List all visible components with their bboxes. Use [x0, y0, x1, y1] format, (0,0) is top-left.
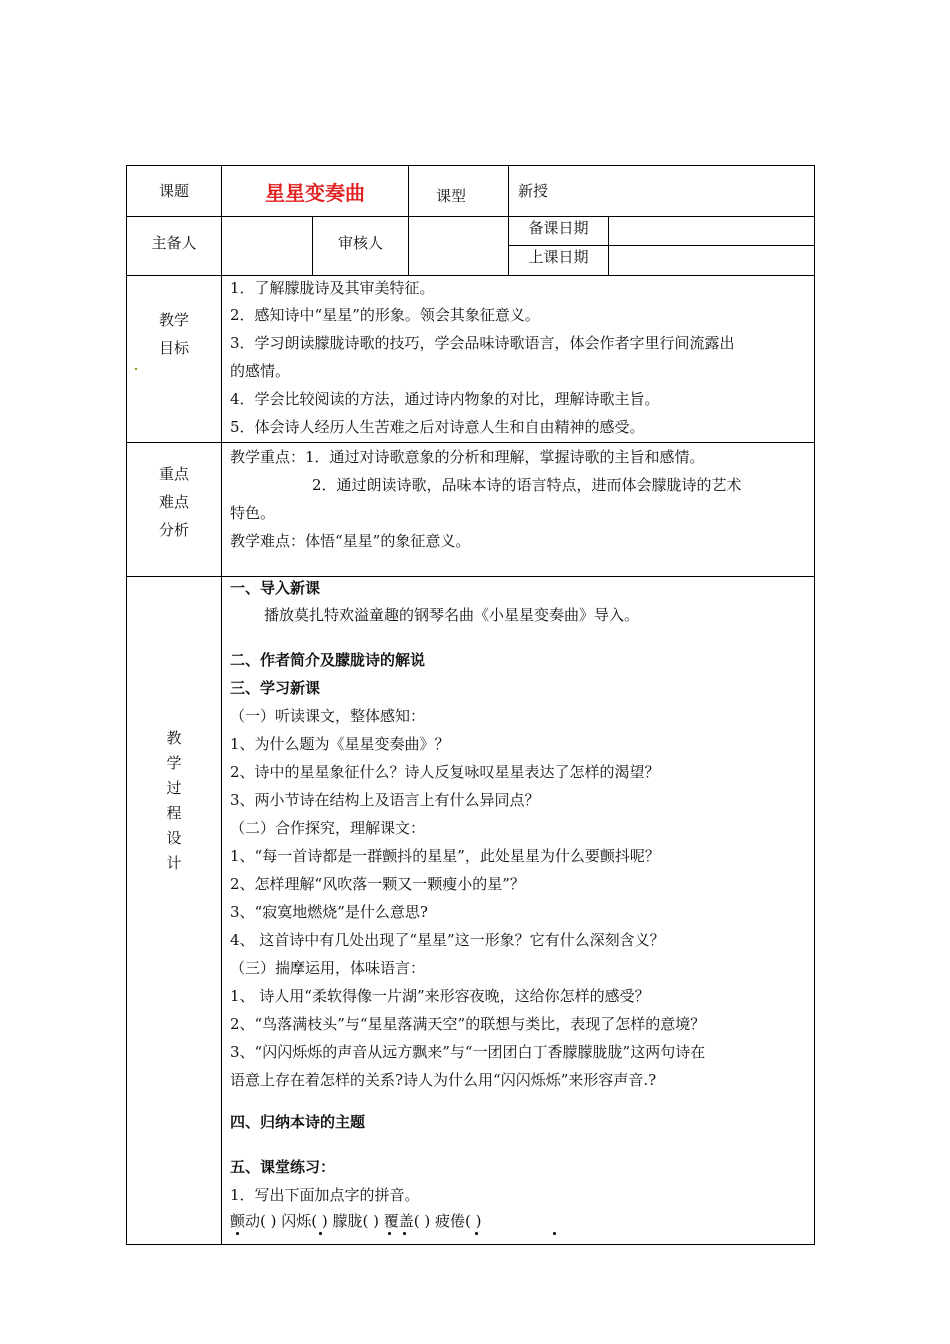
focus-label-line2: 难点	[158, 493, 189, 511]
prep-date-label: 备课日期	[528, 219, 589, 237]
part-3-question-3: 3、“闪闪烁烁的声音从远方飘来”与“一团团白丁香朦朦胧胧”这两句诗在	[230, 1043, 706, 1061]
col-divider-d	[608, 216, 609, 275]
part-1-question-2: 2、诗中的星星象征什么？诗人反复咏叹星星表达了怎样的渴望？	[230, 763, 660, 781]
row-divider-1	[126, 216, 815, 217]
section-3-title: 三、学习新课	[230, 679, 321, 697]
section-2-title: 二、作者简介及朦胧诗的解说	[230, 651, 426, 669]
focus-key-point-2-cont: 特色。	[230, 504, 276, 522]
focus-label-line1: 重点	[158, 465, 189, 483]
part-2-question-4: 4、 这首诗中有几处出现了“星星”这一形象？它有什么深刻含义？	[230, 931, 665, 949]
part-3-question-1: 1、 诗人用“柔软得像一片湖”来形容夜晚，这给你怎样的感受？	[230, 987, 650, 1005]
row-divider-2	[126, 275, 815, 276]
table-bottom-border	[126, 1244, 815, 1245]
part-2-question-3: 3、“寂寞地燃烧”是什么意思?	[230, 903, 428, 921]
process-label-char-1: 教	[166, 729, 182, 747]
objectives-label-line1: 教学	[158, 311, 189, 329]
emphasis-dot	[553, 1232, 556, 1235]
emphasis-dot	[236, 1232, 239, 1235]
part-2-question-2: 2、怎样理解“风吹落一颗又一颗瘦小的星”？	[230, 875, 525, 893]
objective-item-2: 2．感知诗中“星星”的形象。领会其象征意义。	[230, 306, 540, 324]
part-1-question-1: 1、为什么题为《星星变奏曲》？	[230, 735, 450, 753]
row-divider-4	[126, 576, 815, 577]
process-label-char-3: 过	[166, 779, 182, 797]
focus-difficulty: 教学难点：体悟“星星”的象征意义。	[230, 532, 471, 550]
reviewer-label: 审核人	[337, 234, 383, 252]
section-1-title: 一、导入新课	[230, 579, 321, 597]
section-5-title: 五、课堂练习：	[230, 1158, 336, 1176]
process-label-char-4: 程	[166, 804, 182, 822]
table-right-border	[814, 165, 815, 1245]
emphasis-dot	[475, 1232, 478, 1235]
col-divider-b	[408, 165, 409, 275]
exercise-intro: 1．写出下面加点字的拼音。	[230, 1186, 420, 1204]
row-divider-date	[508, 245, 815, 246]
process-label-char-6: 计	[166, 854, 182, 872]
class-date-label: 上课日期	[528, 248, 589, 266]
objectives-label-line2: 目标	[158, 339, 189, 357]
section-1-text: 播放莫扎特欢溢童趣的钢琴名曲《小星星变奏曲》导入。	[264, 606, 640, 624]
part-1-question-3: 3、两小节诗在结构上及语言上有什么异同点？	[230, 791, 540, 809]
focus-label-line3: 分析	[158, 521, 189, 539]
preparer-label: 主备人	[151, 234, 197, 252]
focus-label	[127, 460, 221, 544]
part-3-title: （三）揣摩运用，体味语言：	[230, 959, 426, 977]
part-2-title: （二）合作探究，理解课文：	[230, 819, 426, 837]
emphasis-dot	[388, 1232, 391, 1235]
emphasis-dot	[403, 1232, 406, 1235]
focus-key-point-2: 2．通过朗读诗歌，品味本诗的语言特点，进而体会朦胧诗的艺术	[312, 476, 742, 494]
topic-label: 课题	[158, 182, 189, 200]
process-label-char-2: 学	[166, 754, 182, 772]
exercise-words: 颤动( ) 闪烁( ) 朦胧( ) 覆盖( ) 疲倦( )	[230, 1212, 482, 1230]
part-3-question-2: 2、“鸟落满枝头”与“星星落满天空”的联想与类比，表现了怎样的意境？	[230, 1015, 706, 1033]
process-label	[127, 726, 221, 876]
lesson-title: 星星变奏曲	[265, 181, 365, 205]
focus-key-point-1: 教学重点：1．通过对诗歌意象的分析和理解，掌握诗歌的主旨和感情。	[230, 448, 705, 466]
part-2-question-1: 1、“每一首诗都是一群颤抖的星星”，此处星星为什么要颤抖呢？	[230, 847, 660, 865]
part-1-title: （一）听读课文，整体感知：	[230, 707, 426, 725]
process-label-char-5: 设	[166, 829, 182, 847]
objective-item-5: 5．体会诗人经历人生苦难之后对诗意人生和自由精神的感受。	[230, 418, 645, 436]
emphasis-dot	[319, 1232, 322, 1235]
objective-item-4: 4．学会比较阅读的方法，通过诗内物象的对比，理解诗歌主旨。	[230, 390, 660, 408]
row-divider-3	[126, 442, 815, 443]
margin-mark	[135, 368, 137, 370]
part-3-question-3-cont: 语意上存在着怎样的关系?诗人为什么用“闪闪烁烁”来形容声音.?	[230, 1071, 657, 1089]
table-top-border	[126, 165, 815, 166]
type-label: 课型	[435, 187, 466, 205]
section-4-title: 四、归纳本诗的主题	[230, 1113, 366, 1131]
objective-item-1: 1．了解朦胧诗及其审美特征。	[230, 279, 435, 297]
objective-item-3-cont: 的感情。	[230, 362, 291, 380]
objective-item-3: 3．学习朗读朦胧诗歌的技巧，学会品味诗歌语言，体会作者字里行间流露出	[230, 334, 735, 352]
type-value: 新授	[518, 182, 549, 200]
objectives-label	[127, 306, 221, 362]
col-divider-label	[221, 165, 222, 1245]
